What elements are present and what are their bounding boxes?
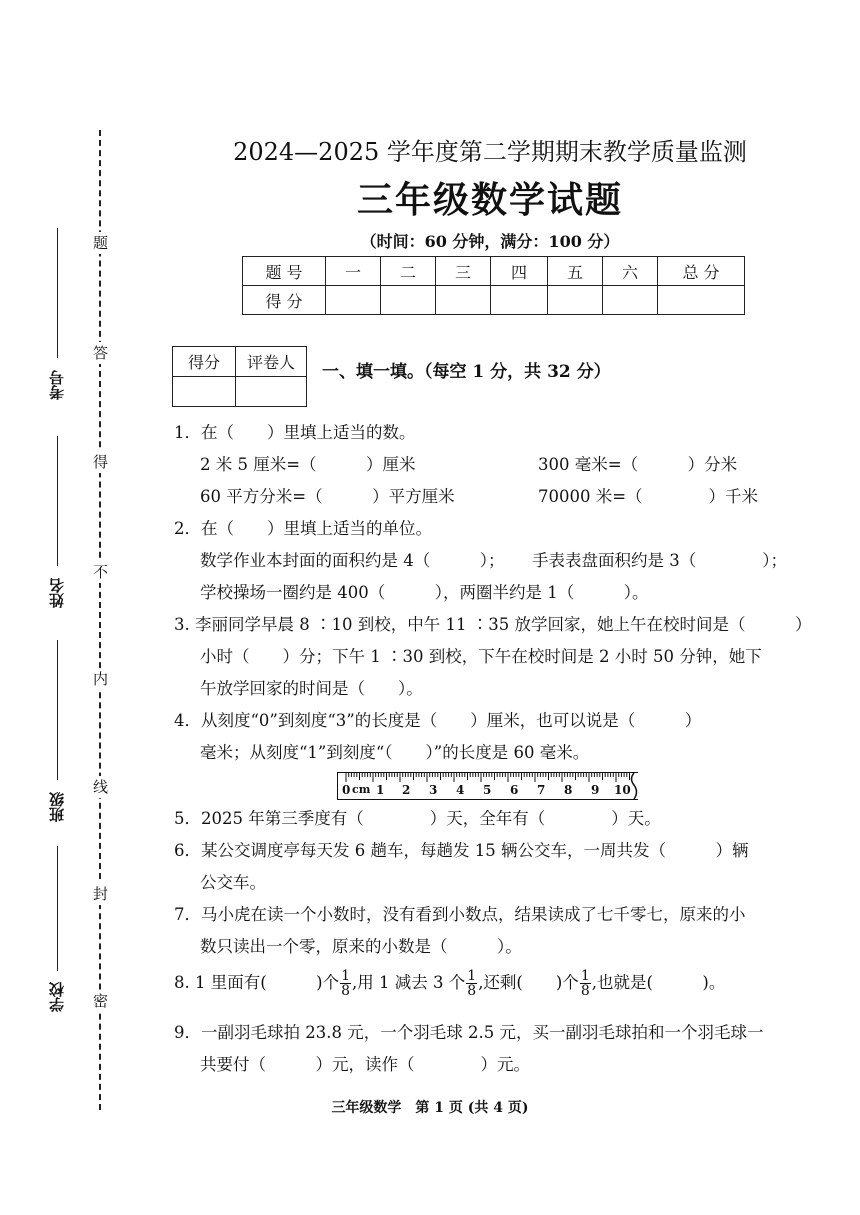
score-row-label: 得 分 [243, 286, 326, 315]
ruler-label-6: 6 [510, 783, 519, 797]
q1-c: 60 平方分米=（ ）平方厘米 [200, 487, 455, 506]
section-1-title: 一、填一填。（每空 1 分，共 32 分） [322, 362, 611, 382]
q9-line1: 9．一副羽毛球拍 23.8 元，一个羽毛球 2.5 元，买一副羽毛球拍和一个羽毛球一 [174, 1023, 764, 1042]
ruler-label-2: 2 [402, 783, 411, 797]
score-cell[interactable] [326, 286, 381, 315]
fraction-numerator: 1 [467, 968, 477, 984]
field-class: 班级 [48, 792, 66, 822]
ruler-label-3: 3 [429, 783, 438, 797]
score-header-4: 四 [491, 257, 548, 286]
binding-char-da: 答 [93, 344, 109, 362]
q6-line1: 6．某公交调度亭每天发 6 趟车，每趟发 15 辆公交车，一周共发（ ）辆 [174, 841, 749, 860]
fraction-denominator: 8 [467, 983, 477, 999]
fraction-one-eighth [466, 969, 477, 998]
page-footer: 三年级数学 第 1 页 (共 4 页) [331, 1100, 529, 1116]
binding-char-xian: 线 [93, 778, 109, 796]
ruler-label-5: 5 [483, 783, 492, 797]
binding-char-de: 得 [93, 453, 109, 471]
fraction-numerator: 1 [580, 968, 590, 984]
score-header-2: 二 [381, 257, 436, 286]
score-header-1: 一 [326, 257, 381, 286]
q8-part3: ,还剩( )个 [478, 973, 579, 992]
binding-char-ti: 题 [93, 234, 109, 252]
q8 [174, 966, 725, 1000]
grader-reviewer-cell[interactable] [236, 377, 307, 407]
q7-line2: 数只读出一个零，原来的小数是（ ）。 [200, 937, 522, 956]
q3-line1: 3. 李丽同学早晨 8 ∶10 到校，中午 11 ∶35 放学回家，她上午在校时间是（ ） [174, 615, 812, 634]
q3-line2: 小时（ ）分；下午 1 ∶30 到校，下午在校时间是 2 小时 50 分钟，她下 [200, 647, 762, 666]
exam-title: 三年级数学试题 [356, 180, 623, 221]
q7-line1: 7．马小虎在读一个小数时，没有看到小数点，结果读成了七千零七，原来的小 [174, 905, 746, 924]
q1-d: 70000 米=（ ）千米 [538, 487, 759, 506]
score-cell[interactable] [603, 286, 658, 315]
q1-stem: 1．在（ ）里填上适当的数。 [174, 423, 416, 442]
ruler-label-0: 0 [342, 783, 351, 797]
q6-line2: 公交车。 [200, 873, 266, 892]
field-line-4 [57, 846, 58, 971]
exam-time-info: （时间：60 分钟，满分：100 分） [360, 232, 620, 251]
binding-char-mi: 密 [93, 992, 109, 1010]
field-line-3 [57, 640, 58, 780]
ruler-label-1: 1 [376, 783, 385, 797]
ruler-label-9: 9 [591, 783, 600, 797]
score-cell[interactable] [548, 286, 603, 315]
grader-score-label: 得分 [173, 347, 236, 377]
ruler-label-10: 10 [614, 783, 631, 797]
score-header-5: 五 [548, 257, 603, 286]
binding-char-nei: 内 [93, 670, 109, 688]
score-cell[interactable] [381, 286, 436, 315]
score-header-label: 题 号 [243, 257, 326, 286]
fraction-denominator: 8 [580, 983, 590, 999]
q1-b: 300 毫米=（ ）分米 [538, 455, 738, 474]
ruler-figure [337, 772, 638, 800]
binding-char-bu: 不 [93, 563, 109, 581]
field-line-1 [57, 228, 58, 358]
score-header-total: 总 分 [658, 257, 745, 286]
grader-box [172, 346, 307, 407]
fraction-one-eighth [580, 969, 591, 998]
grader-score-cell[interactable] [173, 377, 236, 407]
binding-char-feng: 封 [93, 885, 109, 903]
exam-subtitle: 2024—2025 学年度第二学期期末教学质量监测 [233, 138, 747, 166]
q4-line1: 4．从刻度“0”到刻度“3”的长度是（ ）厘米，也可以说是（ ） [174, 711, 702, 730]
field-line-2 [57, 436, 58, 566]
fraction-denominator: 8 [341, 983, 351, 999]
q1-a: 2 米 5 厘米=（ ）厘米 [200, 455, 416, 474]
q2-line1a: 数学作业本封面的面积约是 4（ ）； [200, 551, 505, 570]
q8-part4: ,也就是( )。 [591, 973, 726, 992]
q8-part1: 8. 1 里面有( )个 [174, 973, 340, 992]
field-school: 学校 [48, 982, 66, 1012]
score-header-6: 六 [603, 257, 658, 286]
q2-line2: 学校操场一圈约是 400（ ），两圈半约是 1（ ）。 [200, 583, 649, 602]
q8-part2: ,用 1 减去 3 个 [352, 973, 466, 992]
field-exam-number: 考号 [48, 370, 66, 400]
q2-stem: 2．在（ ）里填上适当的单位。 [174, 519, 432, 538]
binding-dashed-line [99, 130, 101, 1110]
ruler-label-8: 8 [564, 783, 573, 797]
q4-line2: 毫米；从刻度“1”到刻度“（ ）”的长度是 60 毫米。 [200, 743, 590, 762]
score-cell[interactable] [491, 286, 548, 315]
ruler-label-7: 7 [537, 783, 546, 797]
fraction-one-eighth [340, 969, 351, 998]
score-table [242, 256, 745, 315]
score-cell[interactable] [436, 286, 491, 315]
fraction-numerator: 1 [341, 968, 351, 984]
score-header-3: 三 [436, 257, 491, 286]
grader-reviewer-label: 评卷人 [236, 347, 307, 377]
score-cell-total[interactable] [658, 286, 745, 315]
q5: 5．2025 年第三季度有（ ）天，全年有（ ）天。 [174, 809, 661, 828]
q9-line2: 共要付（ ）元，读作（ ）元。 [200, 1055, 530, 1074]
field-name: 姓名 [48, 578, 66, 608]
q3-line3: 午放学回家的时间是（ ）。 [200, 679, 423, 698]
q2-line1b: 手表表盘面积约是 3（ ）； [532, 551, 787, 570]
ruler-unit: cm [352, 783, 371, 796]
ruler-label-4: 4 [456, 783, 465, 797]
